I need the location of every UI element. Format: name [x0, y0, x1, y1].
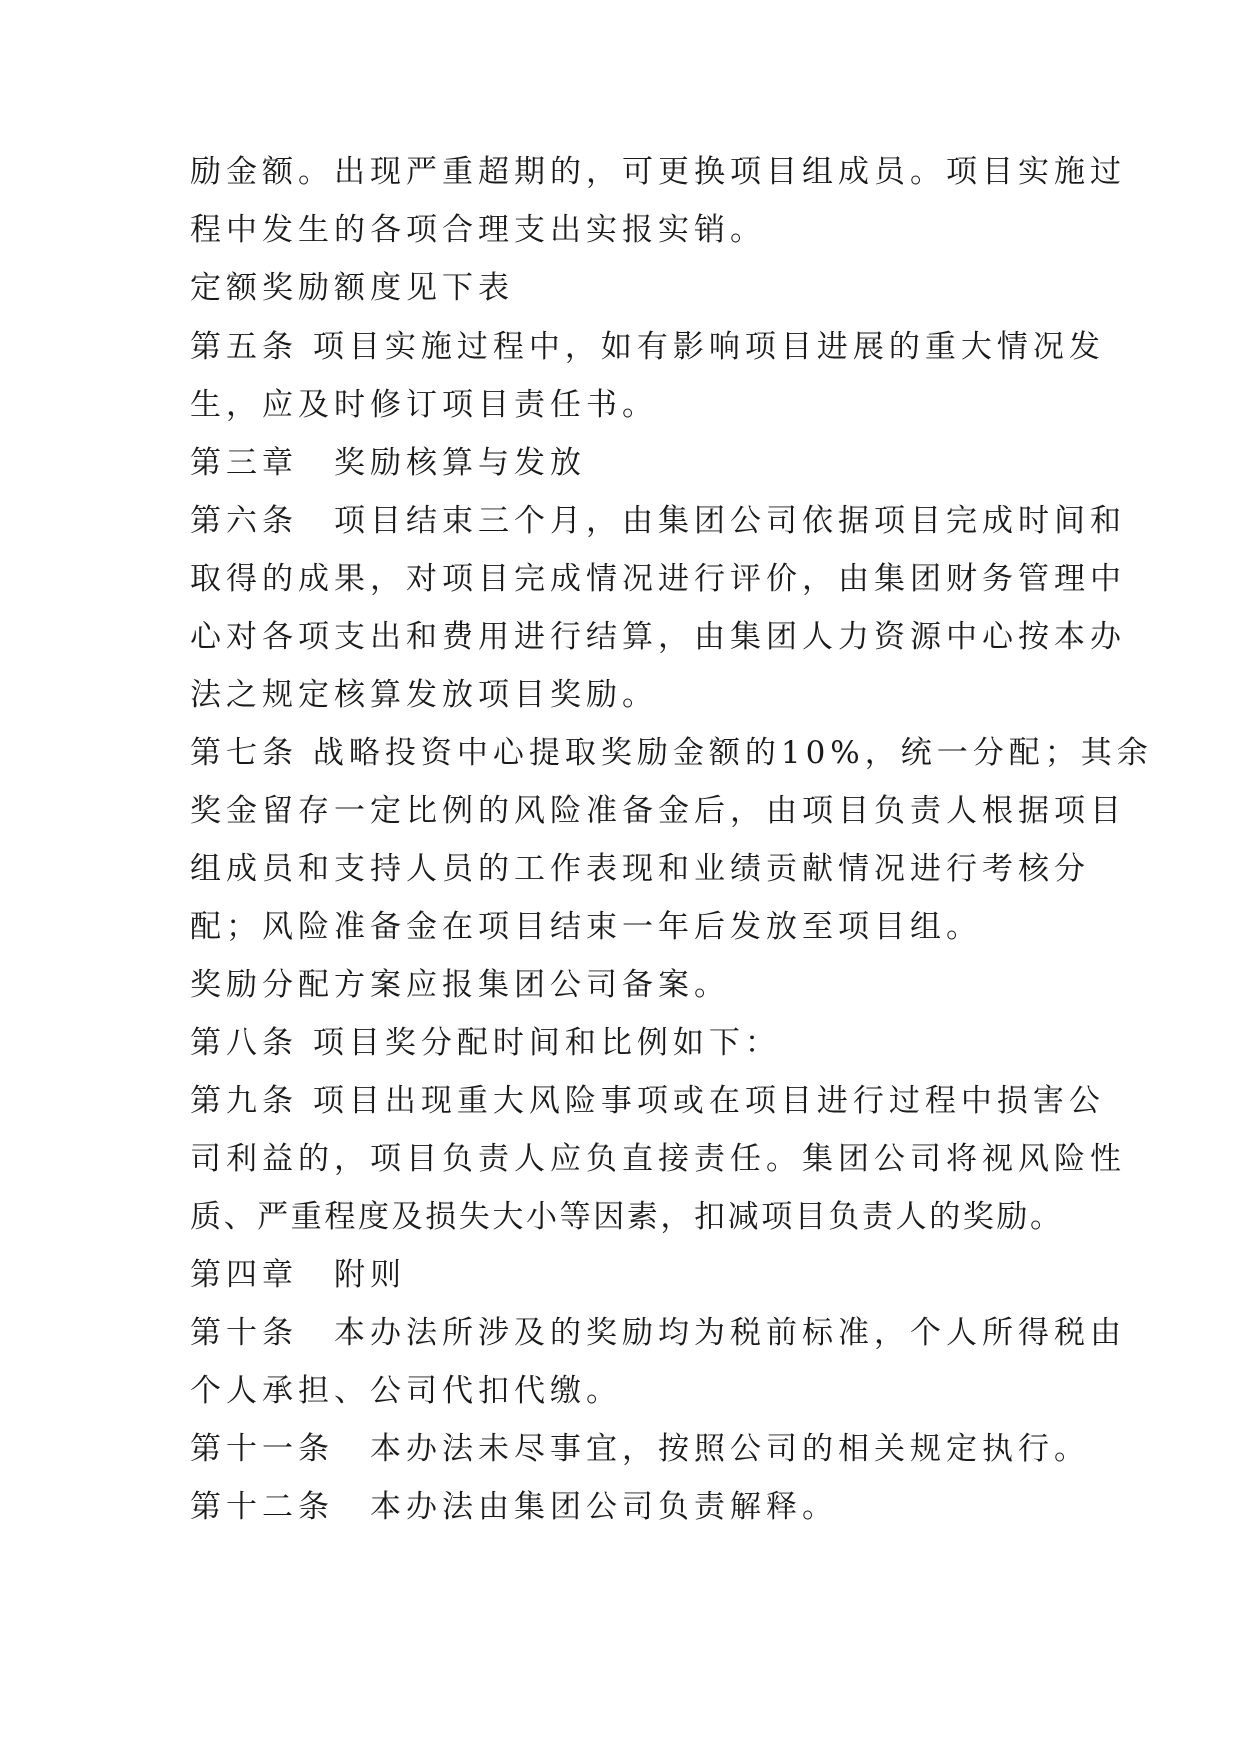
text-line: 个人承担、公司代扣代缴。 [190, 1373, 622, 1409]
text-line: 配；风险准备金在项目结束一年后发放至项目组。 [190, 909, 982, 945]
text-line: 第九条 项目出现重大风险事项或在项目进行过程中损害公 [190, 1083, 1105, 1119]
text-line: 第十二条 本办法由集团公司负责解释。 [190, 1489, 838, 1525]
text-line: 第七条 战略投资中心提取奖励金额的10%，统一分配；其余 [190, 735, 1153, 771]
text-line: 心对各项支出和费用进行结算，由集团人力资源中心按本办 [190, 619, 1126, 655]
chapter-heading: 第四章 附则 [190, 1257, 406, 1293]
text-line: 第十一条 本办法未尽事宜，按照公司的相关规定执行。 [190, 1431, 1090, 1467]
text-line: 生，应及时修订项目责任书。 [190, 387, 658, 423]
chapter-heading: 第三章 奖励核算与发放 [190, 445, 586, 481]
text-line: 励金额。出现严重超期的，可更换项目组成员。项目实施过 [190, 154, 1126, 190]
text-line: 定额奖励额度见下表 [190, 270, 514, 306]
text-line: 质、严重程度及损失大小等因素，扣减项目负责人的奖励。 [190, 1199, 1064, 1235]
text-line: 程中发生的各项合理支出实报实销。 [190, 212, 766, 248]
text-line: 第六条 项目结束三个月，由集团公司依据项目完成时间和 [190, 503, 1126, 539]
text-line: 第五条 项目实施过程中，如有影响项目进展的重大情况发 [190, 329, 1105, 365]
text-line: 第十条 本办法所涉及的奖励均为税前标准，个人所得税由 [190, 1315, 1126, 1351]
text-line: 奖励分配方案应报集团公司备案。 [190, 967, 730, 1003]
text-line: 法之规定核算发放项目奖励。 [190, 677, 658, 713]
text-line: 组成员和支持人员的工作表现和业绩贡献情况进行考核分 [190, 851, 1090, 887]
text-line: 司利益的，项目负责人应负直接责任。集团公司将视风险性 [190, 1141, 1126, 1177]
text-line: 奖金留存一定比例的风险准备金后，由项目负责人根据项目 [190, 793, 1126, 829]
text-line: 取得的成果，对项目完成情况进行评价，由集团财务管理中 [190, 561, 1126, 597]
text-line: 第八条 项目奖分配时间和比例如下： [190, 1025, 781, 1061]
